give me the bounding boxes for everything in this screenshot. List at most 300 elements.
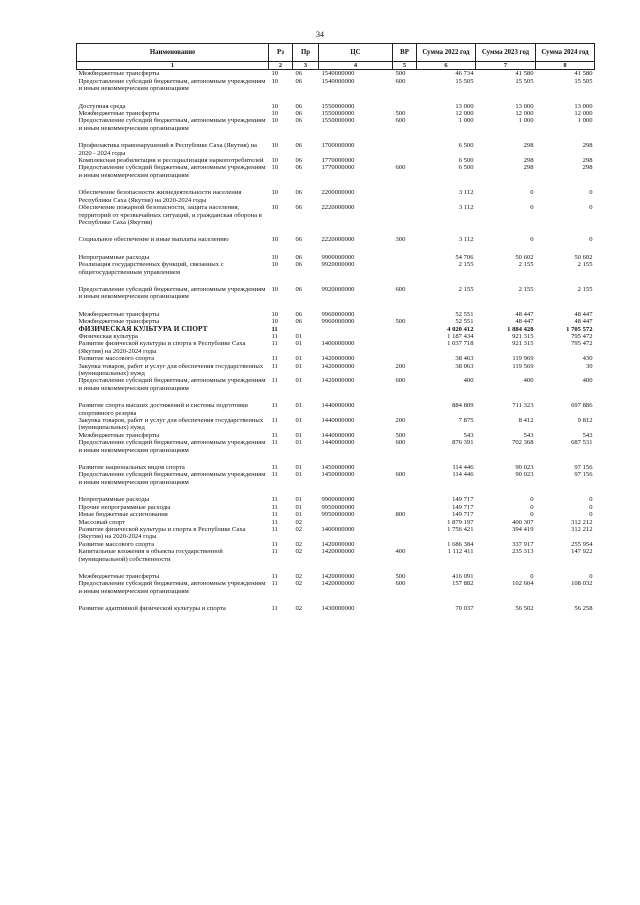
table-header (77, 44, 595, 70)
row-cs: 1420000000 (321, 362, 355, 370)
row-pr: 06 (295, 285, 303, 293)
row-name: Развитие адаптивной физической культуры и спорта (78, 605, 226, 613)
row-name: Прочие непрограммные расходы (78, 503, 171, 511)
row-pr: 02 (295, 572, 303, 580)
row-cs: 1440000000 (321, 431, 355, 439)
section-row (77, 326, 595, 333)
row-rz: 11 (271, 377, 278, 385)
row-sum-2022: 1 756 421 (447, 525, 474, 533)
row-pr: 06 (295, 164, 303, 172)
row-cs: 1420000000 (321, 580, 355, 588)
table-row (77, 541, 595, 548)
row-sum-2022: 4 020 412 (447, 325, 474, 333)
row-sum-2024: 687 531 (571, 439, 593, 447)
row-vr (393, 254, 417, 261)
row-pr: 06 (295, 310, 303, 318)
spacer-row (77, 486, 595, 496)
row-vr: 500 (395, 70, 406, 78)
row-name: Развитие национальных видов спорта (78, 464, 185, 472)
spacer-row (77, 226, 595, 236)
table-row (77, 142, 595, 157)
table-row (77, 164, 595, 179)
row-cs: 1440000000 (321, 402, 355, 410)
row-sum-2023: 543 (523, 431, 534, 439)
row-sum-2024: 255 954 (571, 540, 593, 548)
header-sum-2024: Сумма 2024 год (536, 44, 595, 62)
row-sum-2022: 157 882 (452, 580, 474, 588)
row-vr: 600 (395, 471, 406, 479)
row-sum-2023: 90 023 (515, 471, 534, 479)
row-sum-2024: 97 156 (574, 464, 593, 472)
column-number: 2 (269, 62, 293, 70)
table-row (77, 333, 595, 340)
row-cs: 1540000000 (321, 70, 355, 78)
row-sum-2024: 795 472 (571, 340, 593, 348)
header-sum-2022: Сумма 2022 год (417, 44, 476, 62)
row-name: Межбюджетные трансферты (78, 318, 160, 326)
spacer-row (77, 454, 595, 464)
row-sum-2022: 12 000 (455, 110, 474, 118)
row-pr: 06 (295, 253, 303, 261)
row-pr: 01 (295, 402, 303, 410)
row-pr: 01 (295, 431, 303, 439)
row-name: Развитие физической культуры и спорта в Республике Саха (Якутия) на 2020-2024 годы (78, 525, 246, 541)
row-rz: 11 (271, 572, 278, 580)
row-name: Предоставление субсидий бюджетным, автономным учреждениям и иным некоммерческим организациям (78, 439, 266, 454)
row-sum-2022: 15 505 (455, 77, 474, 85)
table-row (77, 157, 595, 164)
row-sum-2024: 312 212 (571, 525, 593, 533)
row-sum-2024: 430 (582, 355, 593, 363)
row-sum-2023: 15 505 (515, 77, 534, 85)
row-sum-2022: 52 551 (455, 310, 474, 318)
row-sum-2024: 298 (582, 157, 593, 165)
row-name: Развитие спорта высших достижений и системы подготовки спортивного резерва (78, 402, 248, 417)
row-pr (293, 326, 319, 333)
table-row (77, 402, 595, 417)
spacer-row (77, 276, 595, 286)
row-name: Непрограммные расходы (78, 253, 150, 261)
row-vr (393, 519, 417, 526)
row-cs: 2200000000 (321, 189, 355, 197)
row-sum-2022: 114 446 (452, 471, 474, 479)
row-pr: 06 (295, 318, 303, 326)
row-sum-2024: 9 812 (577, 417, 593, 425)
row-sum-2023: 48 447 (515, 310, 534, 318)
row-sum-2023: 2 155 (518, 285, 534, 293)
spacer-cell (77, 392, 595, 402)
row-vr (393, 103, 417, 110)
row-cs: 1770000000 (321, 157, 355, 165)
column-number: 6 (417, 62, 476, 70)
row-cs: 1420000000 (321, 548, 355, 556)
table-row (77, 103, 595, 110)
row-sum-2023: 711 323 (512, 402, 534, 410)
row-rz: 10 (271, 157, 279, 165)
row-sum-2024: 50 602 (574, 253, 593, 261)
table-row (77, 417, 595, 432)
spacer-row (77, 301, 595, 311)
row-sum-2024: 30 (585, 362, 593, 370)
row-name: Развитие массового спорта (78, 355, 155, 363)
table-row (77, 311, 595, 318)
table-row (77, 78, 595, 93)
row-sum-2023: 0 (530, 204, 534, 212)
row-vr (393, 204, 417, 226)
column-number-row (77, 62, 595, 70)
row-sum-2023: 0 (530, 572, 534, 580)
row-sum-2023: 702 368 (512, 439, 534, 447)
table-row (77, 117, 595, 132)
header-sum-2023: Сумма 2023 год (476, 44, 536, 62)
row-name: Обеспечение безопасности жизнедеятельности населения Республики Саха (Якутия) на 2020-2024 годы (78, 189, 242, 204)
row-name: Комплексная реабилитация и ресоциализация наркопотребителей (78, 157, 264, 165)
row-cs: 9920000000 (321, 261, 355, 269)
table-row (77, 432, 595, 439)
table-row (77, 526, 595, 541)
row-pr: 01 (295, 496, 303, 504)
row-vr (393, 526, 417, 541)
row-cs: 9900000000 (321, 496, 355, 504)
row-vr: 300 (395, 236, 406, 244)
row-name: Социальное обеспечение и иные выплаты населению (78, 236, 229, 244)
row-pr: 06 (295, 204, 303, 212)
header-pr: Пр (293, 44, 319, 62)
row-vr (393, 355, 417, 362)
row-pr: 06 (295, 261, 303, 269)
table-row (77, 254, 595, 261)
spacer-row (77, 563, 595, 573)
table-row (77, 204, 595, 226)
row-name: Предоставление субсидий бюджетным, автономным учреждениям и иным некоммерческим организациям (78, 117, 266, 132)
row-rz: 10 (271, 117, 279, 125)
row-rz: 10 (271, 204, 279, 212)
row-name: Развитие физической культуры и спорта в Республике Саха (Якутия) на 2020-2024 годы (78, 340, 246, 355)
row-sum-2023: 921 315 (512, 332, 534, 340)
row-pr: 06 (295, 236, 303, 244)
row-name: Межбюджетные трансферты (78, 70, 160, 78)
row-sum-2023: 298 (523, 142, 534, 150)
row-sum-2022: 884 809 (452, 402, 474, 410)
row-sum-2022: 3 112 (458, 236, 474, 244)
row-rz: 11 (271, 402, 278, 410)
table-row (77, 261, 595, 276)
row-rz: 11 (271, 525, 278, 533)
row-cs: 9960000000 (321, 318, 355, 326)
row-sum-2024: 2 155 (577, 285, 593, 293)
table-row (77, 439, 595, 454)
row-vr: 600 (395, 117, 406, 125)
row-cs: 1550000000 (321, 117, 355, 125)
row-sum-2024: 795 472 (571, 332, 593, 340)
row-sum-2024: 0 (589, 204, 593, 212)
row-pr: 06 (295, 102, 303, 110)
row-rz: 11 (271, 362, 278, 370)
row-sum-2022: 149 717 (452, 496, 474, 504)
row-sum-2022: 1 000 (458, 117, 474, 125)
column-number: 7 (476, 62, 536, 70)
row-name: Предоставление субсидий бюджетным, автономным учреждениям и иным некоммерческим организациям (78, 377, 266, 392)
row-cs (319, 326, 393, 333)
table-row (77, 110, 595, 117)
row-pr: 02 (295, 525, 303, 533)
row-sum-2024: 147 922 (571, 548, 593, 556)
table-row (77, 580, 595, 595)
spacer-cell (77, 276, 595, 286)
row-sum-2022: 1 686 384 (447, 540, 474, 548)
row-sum-2024: 15 505 (574, 77, 593, 85)
row-sum-2024: 1 705 572 (566, 325, 593, 333)
spacer-row (77, 179, 595, 189)
row-rz: 10 (271, 285, 279, 293)
row-vr (393, 142, 417, 157)
row-vr (393, 605, 417, 612)
column-number: 8 (536, 62, 595, 70)
row-vr: 600 (395, 377, 406, 385)
row-rz: 11 (271, 540, 278, 548)
row-name: Межбюджетные трансферты (78, 572, 160, 580)
row-sum-2022: 1 187 434 (447, 332, 474, 340)
row-pr: 02 (295, 540, 303, 548)
row-sum-2022: 416 091 (452, 572, 474, 580)
row-rz: 10 (271, 261, 279, 269)
row-name: Реализация государственных функций, связанных с общегосударственным управлением (78, 261, 224, 276)
row-pr: 06 (295, 157, 303, 165)
row-sum-2023: 1 000 (518, 117, 534, 125)
row-sum-2022: 70 037 (455, 605, 474, 613)
row-sum-2022: 2 155 (458, 285, 474, 293)
row-rz: 10 (271, 318, 279, 326)
row-sum-2023: 0 (530, 511, 534, 519)
spacer-cell (77, 132, 595, 142)
row-sum-2023: 400 307 (512, 518, 534, 526)
spacer-row (77, 244, 595, 254)
spacer-cell (77, 244, 595, 254)
row-vr: 500 (395, 318, 406, 326)
row-sum-2023: 400 (523, 377, 534, 385)
table-row (77, 286, 595, 301)
row-pr: 01 (295, 503, 303, 511)
row-pr: 01 (295, 340, 303, 348)
row-rz: 11 (271, 580, 278, 588)
row-rz: 11 (271, 325, 278, 333)
row-cs: 1540000000 (321, 77, 355, 85)
row-sum-2022: 543 (463, 431, 474, 439)
row-pr: 06 (295, 189, 303, 197)
row-vr (393, 326, 417, 333)
row-sum-2024: 0 (589, 572, 593, 580)
budget-table (76, 43, 595, 613)
row-rz: 11 (271, 332, 278, 340)
row-sum-2023: 394 419 (512, 525, 534, 533)
row-vr: 600 (395, 580, 406, 588)
row-sum-2023: 8 412 (518, 417, 534, 425)
row-sum-2022: 2 155 (458, 261, 474, 269)
row-sum-2023: 50 602 (515, 253, 534, 261)
row-sum-2023: 56 502 (515, 605, 534, 613)
row-sum-2023: 2 155 (518, 261, 534, 269)
row-sum-2024: 0 (589, 236, 593, 244)
row-vr (393, 333, 417, 340)
row-vr: 600 (395, 285, 406, 293)
table-body (77, 70, 595, 613)
row-sum-2022: 52 551 (455, 318, 474, 326)
row-sum-2022: 114 446 (452, 464, 474, 472)
row-sum-2023: 0 (530, 236, 534, 244)
row-sum-2024: 312 212 (571, 518, 593, 526)
row-rz: 10 (271, 77, 279, 85)
column-number: 3 (293, 62, 319, 70)
table-row (77, 377, 595, 392)
column-number: 4 (319, 62, 393, 70)
row-vr (393, 311, 417, 318)
row-sum-2023: 12 000 (515, 110, 534, 118)
row-name: Развитие массового спорта (78, 540, 155, 548)
row-rz: 10 (271, 70, 279, 78)
page-number: 34 (316, 30, 324, 39)
column-number: 5 (393, 62, 417, 70)
row-name: Иные бюджетные ассигнования (78, 511, 168, 519)
table-row (77, 70, 595, 78)
table-row (77, 504, 595, 511)
row-cs (319, 519, 393, 526)
row-sum-2023: 1 884 428 (507, 325, 534, 333)
row-rz: 10 (271, 164, 279, 172)
row-vr (393, 340, 417, 355)
row-name: Предоставление субсидий бюджетным, автономным учреждениям и иным некоммерческим организациям (78, 471, 266, 486)
row-sum-2022: 7 875 (458, 417, 474, 425)
table-row (77, 519, 595, 526)
header-rz: Рз (269, 44, 293, 62)
row-cs: 9950000000 (321, 511, 355, 519)
row-rz: 11 (271, 431, 278, 439)
row-cs: 1550000000 (321, 102, 355, 110)
spacer-row (77, 595, 595, 605)
row-vr (393, 504, 417, 511)
row-sum-2024: 298 (582, 142, 593, 150)
row-name: Непрограммные расходы (78, 496, 150, 504)
row-sum-2023: 41 580 (515, 70, 534, 78)
row-pr: 01 (295, 464, 303, 472)
row-name: Физическая культура (78, 332, 138, 340)
row-vr: 500 (395, 431, 406, 439)
row-sum-2023: 235 313 (512, 548, 534, 556)
row-sum-2023: 48 447 (515, 318, 534, 326)
row-pr: 06 (295, 70, 303, 78)
row-cs: 1400000000 (321, 525, 355, 533)
column-number: 1 (77, 62, 269, 70)
row-name: Массовый спорт (78, 518, 126, 526)
row-cs: 9950000000 (321, 503, 355, 511)
row-cs: 1450000000 (321, 464, 355, 472)
row-cs: 1440000000 (321, 417, 355, 425)
row-sum-2023: 0 (530, 496, 534, 504)
row-vr: 200 (395, 362, 406, 370)
row-pr: 01 (295, 439, 303, 447)
row-name: Закупка товаров, работ и услуг для обеспечения государственных (муниципальных) нужд (78, 417, 264, 432)
row-vr (393, 464, 417, 471)
row-sum-2024: 41 580 (574, 70, 593, 78)
spacer-cell (77, 226, 595, 236)
row-vr (393, 261, 417, 276)
row-sum-2023: 337 917 (512, 540, 534, 548)
row-sum-2024: 97 156 (574, 471, 593, 479)
table-row (77, 464, 595, 471)
row-rz: 10 (271, 310, 279, 318)
row-sum-2022: 400 (463, 377, 474, 385)
row-sum-2024: 1 000 (577, 117, 593, 125)
row-sum-2024: 12 000 (574, 110, 593, 118)
row-vr: 600 (395, 164, 406, 172)
row-rz: 10 (271, 110, 279, 118)
table-row (77, 548, 595, 563)
row-name: Профилактика правонарушений в Республике Саха (Якутия) на 2020 - 2024 годы (78, 142, 257, 157)
row-cs: 1770000000 (321, 164, 355, 172)
row-rz: 11 (271, 518, 278, 526)
row-cs (319, 333, 393, 340)
row-sum-2022: 38 463 (455, 355, 474, 363)
row-sum-2023: 13 000 (515, 102, 534, 110)
row-cs: 9960000000 (321, 310, 355, 318)
row-name: Межбюджетные трансферты (78, 431, 160, 439)
row-rz: 11 (271, 503, 278, 511)
row-name: Обеспечение пожарной безопасности, защита населения, территорий от чрезвычайных ситуаций, и гражданская оборона в Республике Саха (Якутия) (78, 204, 262, 226)
table-row (77, 355, 595, 362)
row-cs: 9900000000 (321, 253, 355, 261)
row-cs: 1420000000 (321, 540, 355, 548)
row-pr: 01 (295, 471, 303, 479)
row-sum-2023: 119 969 (512, 355, 534, 363)
row-cs: 1420000000 (321, 355, 355, 363)
spacer-cell (77, 179, 595, 189)
row-rz: 10 (271, 189, 279, 197)
row-sum-2024: 0 (589, 496, 593, 504)
row-rz: 10 (271, 102, 279, 110)
row-pr: 01 (295, 362, 303, 370)
row-sum-2024: 298 (582, 164, 593, 172)
table-row (77, 189, 595, 204)
header-row (77, 44, 595, 62)
spacer-row (77, 392, 595, 402)
row-rz: 11 (271, 605, 278, 613)
row-cs: 2220000000 (321, 204, 355, 212)
row-sum-2022: 6 500 (458, 142, 474, 150)
spacer-cell (77, 301, 595, 311)
row-cs: 1420000000 (321, 377, 355, 385)
row-sum-2023: 102 604 (512, 580, 534, 588)
row-pr: 02 (295, 548, 303, 556)
row-vr (393, 157, 417, 164)
row-sum-2023: 90 023 (515, 464, 534, 472)
row-name: Межбюджетные трансферты (78, 110, 160, 118)
row-sum-2022: 6 500 (458, 157, 474, 165)
row-sum-2024: 48 447 (574, 310, 593, 318)
spacer-cell (77, 486, 595, 496)
row-cs: 9920000000 (321, 285, 355, 293)
row-rz: 11 (271, 417, 278, 425)
row-sum-2024: 0 (589, 511, 593, 519)
row-sum-2023: 119 569 (512, 362, 534, 370)
row-rz: 11 (271, 439, 278, 447)
row-sum-2022: 54 706 (455, 253, 474, 261)
row-sum-2022: 46 734 (455, 70, 474, 78)
row-vr: 600 (395, 77, 406, 85)
row-sum-2022: 38 063 (455, 362, 474, 370)
row-sum-2024: 0 (589, 189, 593, 197)
row-name: Предоставление субсидий бюджетным, автономным учреждениям и иным некоммерческим организациям (78, 580, 266, 595)
row-sum-2022: 1 879 197 (447, 518, 474, 526)
row-pr: 02 (295, 605, 303, 613)
